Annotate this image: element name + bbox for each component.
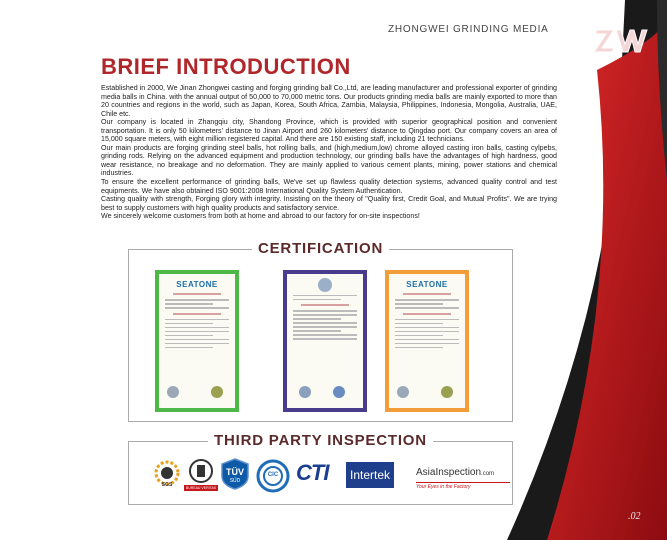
page-number: .02	[628, 511, 641, 522]
zw-logo-icon	[594, 26, 652, 54]
certificate-brand: SEATONE	[176, 280, 218, 289]
asia-inspection-name: AsiaInspection	[416, 467, 482, 478]
asia-inspection-com: .com	[481, 471, 495, 477]
company-header: ZHONGWEI GRINDING MEDIA	[388, 24, 549, 35]
tuv-sub-label: SÜD	[229, 478, 241, 484]
seal-icon	[211, 386, 223, 398]
intertek-logo: Intertek	[346, 462, 394, 488]
intro-title: BRIEF INTRODUCTION	[101, 54, 351, 79]
seal-icon	[167, 386, 179, 398]
tuv-logo-icon	[220, 458, 250, 494]
intro-paragraph: We sincerely welcome customers from both at home and abroad to our factory for on-site inspections!	[101, 212, 420, 221]
sgs-logo-icon	[150, 460, 184, 492]
emblem-icon	[318, 278, 332, 292]
intro-paragraph: Our main products are forging grinding steel balls, hot rolling balls, and (high,medium,low) chrome alloyed casting iron balls, casting cylpebs, grinding rods. Relying on the advanced equipment and production technology, our grinding balls have the advantages of high hardness, good wear resistance, no breakage and no deformation. They are mainly applied to various cement plants, mining, power stations and chemical industries.	[101, 143, 557, 178]
intro-paragraph: Casting quality with strength, Forging glory with integrity. Insisting on the theory of "Quality first, Credit Goal, and Mutual Profits". We are trying best to supply customers with high quality products and satisfactory service.	[101, 195, 557, 212]
asia-inspection-tagline: Your Eyes in the Factory	[416, 482, 510, 490]
tuv-label: TÜV	[226, 467, 244, 477]
certification-title: CERTIFICATION	[252, 240, 389, 257]
decorative-band	[507, 0, 667, 540]
intro-paragraph: To ensure the excellent performance of grinding balls, We've set up flawless quality detection systems, advanced quality control and test equipments. We have also obtained ISO 9001:2008 International Quality System Authentication.	[101, 178, 557, 195]
bureau-veritas-logo-icon	[185, 458, 217, 494]
sgs-label: SGS	[161, 482, 173, 488]
certificate-image	[283, 270, 367, 412]
certificate-image	[155, 270, 239, 412]
certificate-image	[385, 270, 469, 412]
intro-paragraph: Our company is located in Zhangqiu city, Shandong Province, which is provided with superior geographical position and convenient transportation. It is only 50 kilometers' distance to Jinan Airport and 260 kilometers' distance to Qingdao port. Our company covers an area of 15,000 square meters, with eight million registered capital. And there are 150 existing staff, including 21 technicians.	[101, 118, 557, 144]
third-party-title: THIRD PARTY INSPECTION	[208, 432, 433, 449]
bv-label: BUREAU VERITAS	[185, 486, 217, 490]
cic-label: CIC	[267, 472, 279, 478]
cti-logo: CTI	[296, 460, 329, 485]
seal-icon	[441, 386, 453, 398]
certificate-brand: SEATONE	[406, 280, 448, 289]
seal-icon	[299, 386, 311, 398]
asia-inspection-logo	[416, 462, 510, 490]
intro-body	[101, 84, 557, 221]
seal-icon	[333, 386, 345, 398]
cic-logo-icon	[256, 459, 290, 493]
seal-icon	[397, 386, 409, 398]
intro-paragraph: Established in 2000, We Jinan Zhongwei casting and forging grinding ball Co.,Ltd, are leading manufacturer and professional exporter of grinding media balls in China. with the annual output of 50,000 to 70,000 metric tons. Our products grinding media balls are mainly exported to more than 20 countries and regions in the world, such as Japan, Korea, South Africa, Zambia, Malaysia, Philippines, Indonesia, Mongolia, Australia, UAE, Chile etc.	[101, 84, 557, 118]
inspection-logos	[150, 458, 510, 494]
